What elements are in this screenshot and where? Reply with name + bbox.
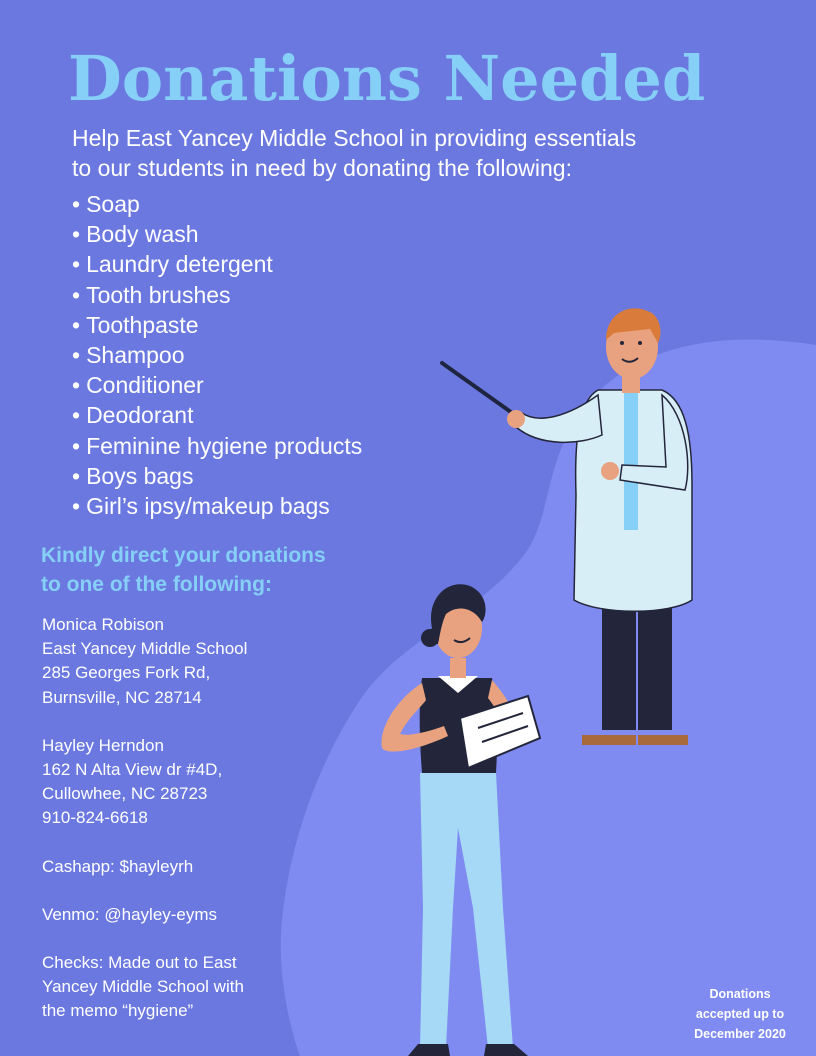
page-title: Donations Needed [68,42,706,115]
list-item: • Deodorant [72,400,362,430]
contact-line: Burnsville, NC 28714 [42,687,202,707]
contact-hayley [42,734,332,831]
contact-line: Hayley Herndon [42,735,164,755]
list-item: • Feminine hygiene products [72,431,362,461]
contact-line: Yancey Middle School with [42,977,244,997]
list-item: • Body wash [72,219,362,249]
deadline-line: December 2020 [694,1027,786,1041]
list-item: • Boys bags [72,461,362,491]
intro-line: Help East Yancey Middle School in providing essentials [72,125,637,151]
list-item: • Shampoo [72,340,362,370]
direct-line: Kindly direct your donations [41,544,326,567]
list-item: • Soap [72,189,362,219]
contact-line: East Yancey Middle School [42,639,248,659]
student-illustration [378,578,578,1056]
donation-list [72,189,362,521]
contact-line: 910-824-6618 [42,808,148,828]
checks-info [42,951,332,1024]
contact-line: Monica Robison [42,615,164,634]
direct-line: to one of the following: [41,573,272,596]
deadline-line: Donations [709,987,771,1001]
list-item: • Conditioner [72,370,362,400]
contacts [42,613,332,1048]
list-item: • Toothpaste [72,310,362,340]
list-item: • Girl’s ipsy/makeup bags [72,491,362,521]
intro-line: to our students in need by donating the following: [72,155,572,181]
contact-line: 285 Georges Fork Rd, [42,663,211,683]
contact-line: Checks: Made out to East [42,953,237,973]
intro-text [72,123,772,183]
list-item: • Tooth brushes [72,280,362,310]
contact-line: 162 N Alta View dr #4D, [42,760,223,780]
venmo-line: Venmo: @hayley-eyms [42,904,218,924]
contact-monica [42,613,332,710]
list-item: • Laundry detergent [72,249,362,279]
deadline-line: accepted up to [695,1007,785,1021]
deadline-note [660,984,816,1044]
cashapp-line: Cashapp: $hayleyrh [42,856,194,876]
contact-line: the memo “hygiene” [42,1001,194,1021]
contact-line: Cullowhee, NC 28723 [42,784,208,804]
